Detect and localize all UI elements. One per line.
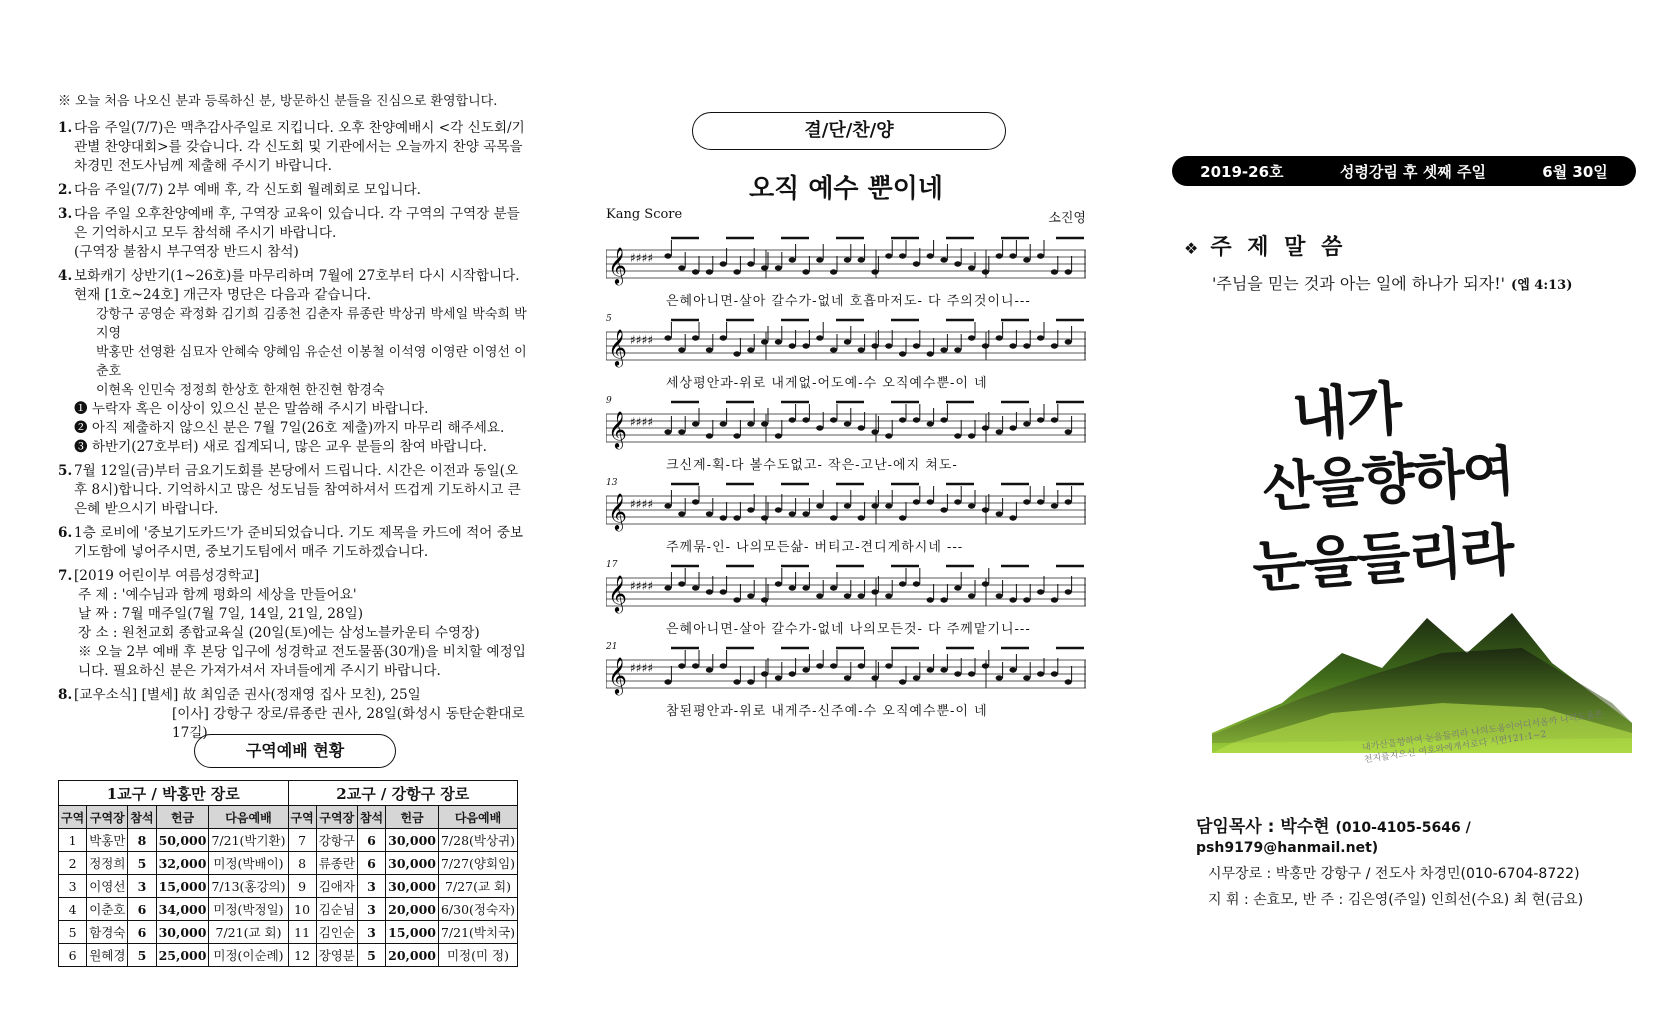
song-title: 오직 예수 뿐이네 xyxy=(749,174,943,204)
svg-text:𝄞: 𝄞 xyxy=(608,656,627,694)
column-header: 구역장 xyxy=(87,806,128,829)
bullet-line: 날 짜 : 7월 매주일(7월 7일, 14일, 21일, 28일) xyxy=(78,606,364,622)
diamond-bullet-icon: ❖ xyxy=(1184,239,1203,258)
bullet-line: ❸ 하반기(27호부터) 새로 집계되니, 많은 교우 분들의 참여 바랍니다. xyxy=(74,439,487,455)
staff-lines xyxy=(606,472,1086,536)
item-text: 다음 주일(7/7) 2부 예배 후, 각 신도회 월례회로 모입니다. xyxy=(74,182,421,198)
announcement-item xyxy=(58,181,528,200)
table-cell: 김인순 xyxy=(316,921,357,944)
table-cell: 11 xyxy=(288,921,316,944)
names-line: 강항구 공영순 곽정화 김기희 김종천 김춘자 류종란 박상귀 박세일 박숙희 박지영 xyxy=(96,307,527,341)
staff-info xyxy=(1196,812,1656,909)
table-cell: 4 xyxy=(59,898,87,921)
svg-text:♯♯♯♯: ♯♯♯♯ xyxy=(630,415,654,429)
table-cell: 34,000 xyxy=(156,898,209,921)
item-number: 2. xyxy=(58,182,73,198)
names-line: 이현옥 인민숙 정정희 한상호 한재현 한진현 함경숙 xyxy=(96,383,385,398)
table-cell: 6 xyxy=(128,898,156,921)
table-cell: 3 xyxy=(357,875,385,898)
lyric-line: 크신계-획-다 볼수도없고- 작은-고난-에지 쳐도- xyxy=(666,458,958,473)
table-cell: 장영분 xyxy=(316,944,357,967)
lyric-line: 세상평안과-위로 내게없-어도예-수 오직예수뿐-이 네 xyxy=(666,376,988,391)
bullet-line: 주 제 : '예수님과 함께 평화의 세상을 만들어요' xyxy=(78,587,357,603)
column-header: 구역장 xyxy=(316,806,357,829)
table-cell: 6 xyxy=(357,852,385,875)
table-cell: 30,000 xyxy=(386,875,439,898)
item-text: 보화캐기 상반기(1~26호)를 마무리하며 7월에 27호부터 다시 시작합니다. 현재 [1호~24호] 개근자 명단은 다음과 같습니다. xyxy=(74,268,520,303)
table-cell: 1 xyxy=(59,829,87,852)
announcement-item xyxy=(58,524,528,562)
table-cell: 30,000 xyxy=(156,921,209,944)
table-cell: 20,000 xyxy=(386,898,439,921)
column-header: 다음예배 xyxy=(209,806,288,829)
table-cell: 5 xyxy=(357,944,385,967)
lyric-line: 은혜아니면-살아 갈수가-없네 나의모든것- 다 주께맡기니--- xyxy=(666,622,1031,637)
district-1-header: 1교구 / 박홍만 장로 xyxy=(59,781,289,806)
column-header: 참석 xyxy=(357,806,385,829)
stave-system xyxy=(606,390,1086,472)
pastor-line xyxy=(1196,812,1656,857)
stave-system xyxy=(606,226,1086,308)
table-cell: 6 xyxy=(59,944,87,967)
district-2-header: 2교구 / 강항구 장로 xyxy=(288,781,518,806)
svg-text:♯♯♯♯: ♯♯♯♯ xyxy=(630,661,654,675)
table-cell: 미정(이순례) xyxy=(209,944,288,967)
column-header: 구역 xyxy=(288,806,316,829)
table-cell: 7/28(박상귀) xyxy=(438,829,517,852)
column-header: 참석 xyxy=(128,806,156,829)
table-cell: 3 xyxy=(59,875,87,898)
item-note: [이사] 강항구 장로/류종란 권사, 28일(화성시 동탄순환대로 17길) xyxy=(172,706,525,741)
announcement-item xyxy=(58,119,528,176)
table-row xyxy=(59,921,518,944)
announcement-item xyxy=(58,267,528,457)
song-section-label: 결/단/찬/양 xyxy=(692,112,1006,150)
item-text: 1층 로비에 '중보기도카드'가 준비되었습니다. 기도 제목을 카드에 적어 중보기도함에 넣어주시면, 중보기도팀에서 매주 기도하겠습니다. xyxy=(74,525,523,560)
table-cell: 5 xyxy=(128,852,156,875)
table-cell: 20,000 xyxy=(386,944,439,967)
table-cell: 김순님 xyxy=(316,898,357,921)
lyric-line: 주께묶-인- 나의모든삶- 버티고-견디게하시네 --- xyxy=(666,540,964,555)
verse-handwriting: 내가산을향하여 눈을들리라 나의도움이어디서올까 나의도움은천지를지으신 여호와에게서로다 시편121:1~2 xyxy=(1361,709,1605,766)
svg-text:𝄞: 𝄞 xyxy=(608,246,627,284)
table-cell: 미정(박배이) xyxy=(209,852,288,875)
column-header: 구역 xyxy=(59,806,87,829)
item-text: 다음 주일(7/7)은 맥추감사주일로 지킵니다. 오후 찬양예배시 <각 신도회/기관별 찬양대회>를 갖습니다. 각 신도회 및 기관에서는 오늘까지 찬양 곡목을 차경민 전도사님께 제출해 주시기 바랍니다. xyxy=(74,120,525,174)
table-cell: 32,000 xyxy=(156,852,209,875)
table-cell: 7/27(교 회) xyxy=(438,875,517,898)
table-cell: 8 xyxy=(288,852,316,875)
svg-text:♯♯♯♯: ♯♯♯♯ xyxy=(630,251,654,265)
table-cell: 이영선 xyxy=(87,875,128,898)
song-composer: 소진영 xyxy=(1048,211,1086,226)
bullet-line: ❷ 아직 제출하지 않으신 분은 7월 7일(26호 제출)까지 마무리 해주세요. xyxy=(74,420,505,436)
calligraphy-line: 눈을들리라 xyxy=(1250,516,1515,601)
table-row xyxy=(59,852,518,875)
item-note: (구역장 불참시 부구역장 반드시 참석) xyxy=(74,244,299,260)
svg-text:♯♯♯♯: ♯♯♯♯ xyxy=(630,497,654,511)
stave-system xyxy=(606,554,1086,636)
svg-text:𝄞: 𝄞 xyxy=(608,574,627,612)
item-number: 5. xyxy=(58,463,73,479)
table-cell: 8 xyxy=(128,829,156,852)
worship-status-table xyxy=(58,780,518,967)
measure-number: 5 xyxy=(606,314,612,324)
table-cell: 7 xyxy=(288,829,316,852)
svg-text:𝄞: 𝄞 xyxy=(608,410,627,448)
svg-text:𝄞: 𝄞 xyxy=(608,492,627,530)
staff-lines xyxy=(606,390,1086,454)
music-line: 지 휘 : 손효모, 반 주 : 김은영(주일) 인희선(수요) 최 현(금요) xyxy=(1208,892,1584,908)
table-cell: 강항구 xyxy=(316,829,357,852)
issue-date: 6월 30일 xyxy=(1542,162,1608,181)
bullet-line: ※ 오늘 2부 예배 후 본당 입구에 성경학교 전도물품(30개)을 비치할 예정입니다. 필요하신 분은 가져가셔서 자녀들에게 주시기 바랍니다. xyxy=(78,644,526,679)
table-cell: 정정희 xyxy=(87,852,128,875)
table-cell: 2 xyxy=(59,852,87,875)
measure-number: 17 xyxy=(606,560,618,570)
table-cell: 7/13(홍강의) xyxy=(209,875,288,898)
welcome-note: ※ 오늘 처음 나오신 분과 등록하신 분, 방문하신 분들을 진심으로 환영합니다. xyxy=(58,94,498,109)
lyric-line: 은혜아니면-살아 갈수가-없네 호흡마저도- 다 주의것이니--- xyxy=(666,294,1031,309)
sheet-music xyxy=(606,168,1086,718)
announcement-item xyxy=(58,462,528,519)
theme-section xyxy=(1184,230,1572,294)
theme-verse xyxy=(1184,271,1572,294)
stave-system xyxy=(606,308,1086,390)
table-cell: 25,000 xyxy=(156,944,209,967)
table-cell: 50,000 xyxy=(156,829,209,852)
table-cell: 미정(미 정) xyxy=(438,944,517,967)
table-cell: 7/21(박치국) xyxy=(438,921,517,944)
item-number: 7. xyxy=(58,568,73,584)
staves xyxy=(606,226,1086,718)
table-cell: 7/21(교 회) xyxy=(209,921,288,944)
table-cell: 5 xyxy=(128,944,156,967)
table-cell: 9 xyxy=(288,875,316,898)
table-cell: 6 xyxy=(128,921,156,944)
calligraphy-line: 산을향하여 xyxy=(1260,438,1515,520)
worship-rows xyxy=(59,829,518,967)
table-cell: 12 xyxy=(288,944,316,967)
table-cell: 6 xyxy=(357,829,385,852)
issue-bar xyxy=(1172,156,1636,186)
bullet-line: 장 소 : 원천교회 종합교육실 (20일(토)에는 삼성노블카운티 수영장) xyxy=(78,625,480,641)
table-row xyxy=(59,944,518,967)
table-cell: 3 xyxy=(357,921,385,944)
table-cell: 박홍만 xyxy=(87,829,128,852)
table-row xyxy=(59,898,518,921)
table-cell: 15,000 xyxy=(386,921,439,944)
item-text: 7월 12일(금)부터 금요기도회를 본당에서 드립니다. 시간은 이전과 동일(오후 8시)합니다. 기억하시고 많은 성도님들 참여하셔서 뜨겁게 기도하시고 큰 은혜 받으시기 바랍니다. xyxy=(74,463,521,517)
item-text: [교우소식] [별세] 故 최임준 권사(정재영 집사 모친), 25일 xyxy=(74,687,421,703)
table-cell: 원혜경 xyxy=(87,944,128,967)
lyric-line: 참된평안과-위로 내게주-신주예-수 오직예수뿐-이 네 xyxy=(666,704,988,719)
column-header: 헌금 xyxy=(386,806,439,829)
item-number: 8. xyxy=(58,687,73,703)
table-cell: 5 xyxy=(59,921,87,944)
table-cell: 미정(박정일) xyxy=(209,898,288,921)
table-cell: 3 xyxy=(357,898,385,921)
announcement-item xyxy=(58,567,528,681)
theme-verse-ref: (엡 4:13) xyxy=(1511,278,1573,293)
liturgical-week: 성령강림 후 셋째 주일 xyxy=(1339,162,1486,181)
staff-lines xyxy=(606,636,1086,700)
theme-verse-text: '주님을 믿는 것과 아는 일에 하나가 되자!' xyxy=(1212,274,1506,293)
announcement-item xyxy=(58,205,528,262)
table-row xyxy=(59,829,518,852)
table-row xyxy=(59,875,518,898)
table-cell: 김애자 xyxy=(316,875,357,898)
item-number: 3. xyxy=(58,206,73,222)
issue-number: 2019-26호 xyxy=(1200,162,1284,181)
svg-text:♯♯♯♯: ♯♯♯♯ xyxy=(630,579,654,593)
bullet-line: ❶ 누락자 혹은 이상이 있으신 분은 말씀해 주시기 바랍니다. xyxy=(74,401,429,417)
table-cell: 10 xyxy=(288,898,316,921)
names-line: 박홍만 선영환 심묘자 안혜숙 양혜임 유순선 이봉철 이석영 이영란 이영선 이춘호 xyxy=(96,345,527,379)
item-text: 다음 주일 오후찬양예배 후, 구역장 교육이 있습니다. 각 구역의 구역장 분들은 기억하시고 모두 참석해 주시기 바랍니다. xyxy=(74,206,520,241)
theme-heading-text: 주 제 말 씀 xyxy=(1210,235,1347,260)
measure-number: 9 xyxy=(606,396,612,406)
item-number: 6. xyxy=(58,525,73,541)
worship-status-title: 구역예배 현황 xyxy=(194,734,396,768)
attendance-names xyxy=(74,305,528,400)
stave-system xyxy=(606,472,1086,554)
column-header: 다음예배 xyxy=(438,806,517,829)
calligraphy-line: 내가 xyxy=(1290,374,1403,450)
svg-text:𝄞: 𝄞 xyxy=(608,328,627,366)
measure-number: 13 xyxy=(606,478,618,488)
pastor-contact: (010-4105-5646 / psh9179@hanmail.net) xyxy=(1196,820,1471,856)
stave-system xyxy=(606,636,1086,718)
announcements xyxy=(58,92,528,748)
score-publisher: Kang Score xyxy=(606,207,683,222)
svg-text:♯♯♯♯: ♯♯♯♯ xyxy=(630,333,654,347)
table-cell: 함경숙 xyxy=(87,921,128,944)
theme-heading xyxy=(1184,230,1572,261)
item-text: [2019 어린이부 여름성경학교] xyxy=(74,568,260,584)
table-cell: 류종란 xyxy=(316,852,357,875)
measure-number: 21 xyxy=(606,642,618,652)
table-cell: 15,000 xyxy=(156,875,209,898)
elders-line: 시무장로 : 박홍만 강항구 / 전도사 차경민(010-6704-8722) xyxy=(1208,866,1580,882)
calligraphy-artwork xyxy=(1212,365,1632,785)
staff-lines xyxy=(606,554,1086,618)
item-number: 4. xyxy=(58,268,73,284)
table-cell: 30,000 xyxy=(386,852,439,875)
table-cell: 6/30(정숙자) xyxy=(438,898,517,921)
item-number: 1. xyxy=(58,120,73,136)
table-cell: 이춘호 xyxy=(87,898,128,921)
column-header: 헌금 xyxy=(156,806,209,829)
pastor-name: 담임목사 : 박수현 xyxy=(1196,817,1330,837)
table-cell: 7/21(박기환) xyxy=(209,829,288,852)
staff-lines xyxy=(606,226,1086,290)
table-cell: 30,000 xyxy=(386,829,439,852)
column-headers xyxy=(59,806,518,829)
table-cell: 7/27(양회임) xyxy=(438,852,517,875)
table-cell: 3 xyxy=(128,875,156,898)
staff-lines xyxy=(606,308,1086,372)
